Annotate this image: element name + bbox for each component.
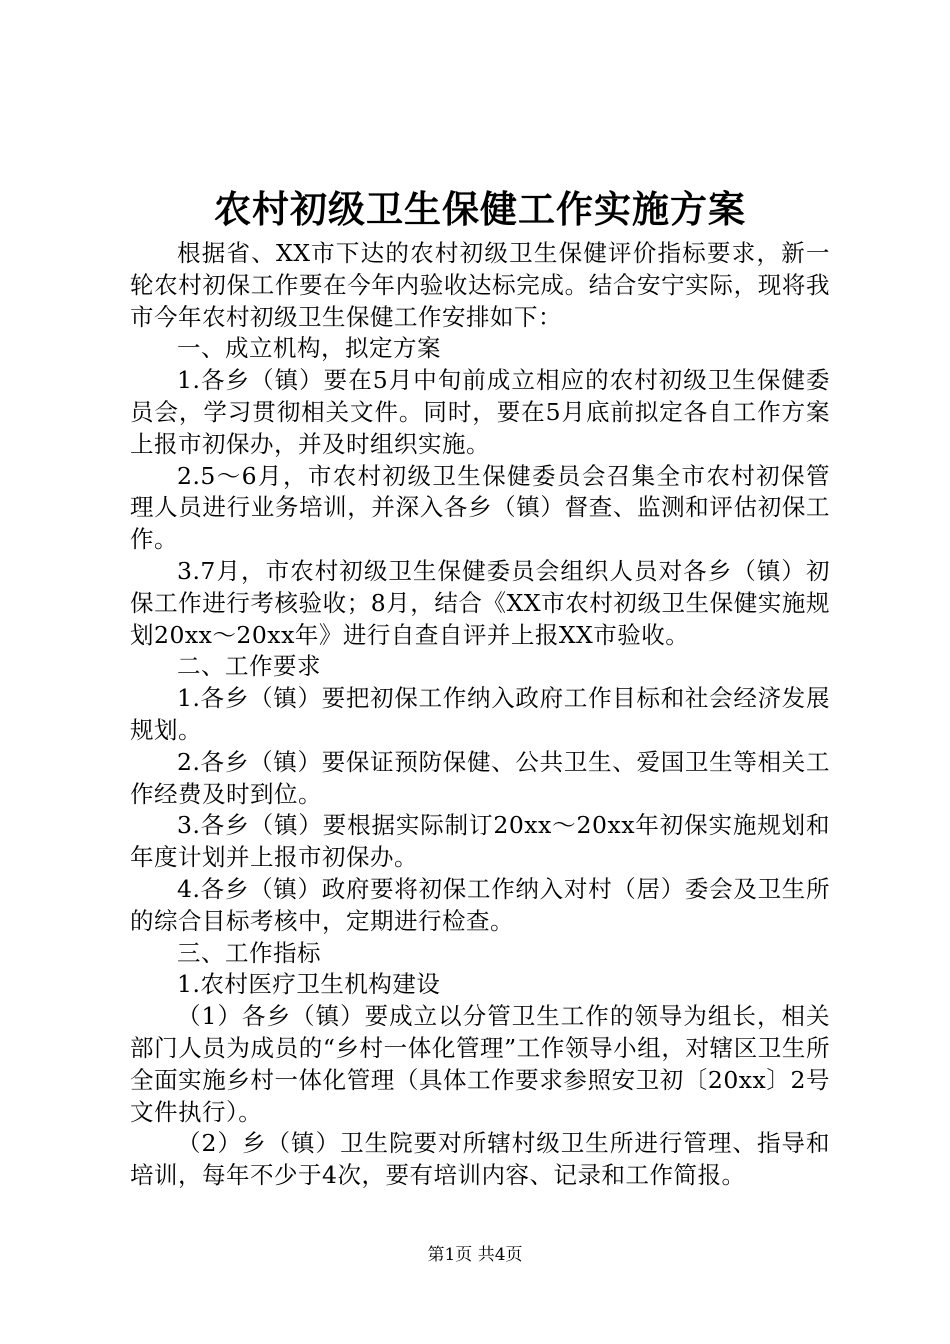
section-1-item-1: 1.各乡（镇）要在5月中旬前成立相应的农村初级卫生保健委员会，学习贯彻相关文件。同时，要在5月底前拟定各自工作方案上报市初保办，并及时组织实施。 — [130, 366, 830, 458]
section-2-item-2: 2.各乡（镇）要保证预防保健、公共卫生、爱国卫生等相关工作经费及时到位。 — [130, 747, 830, 808]
document-title: 农村初级卫生保健工作实施方案 — [214, 187, 746, 231]
section-3-item-2: （2）乡（镇）卫生院要对所辖村级卫生所进行管理、指导和培训，每年不少于4次，要有培训内容、记录和工作简报。 — [130, 1129, 830, 1190]
section-2-item-3: 3.各乡（镇）要根据实际制订20xx～20xx年初保实施规划和年度计划并上报市初保办。 — [130, 811, 830, 872]
section-heading-1: 一、成立机构，拟定方案 — [177, 334, 441, 363]
section-2-item-4: 4.各乡（镇）政府要将初保工作纳入对村（居）委会及卫生所的综合目标考核中，定期进行检查。 — [130, 874, 830, 935]
document-page — [130, 180, 830, 1192]
section-3-item-1: （1）各乡（镇）要成立以分管卫生工作的领导为组长，相关部门人员为成员的“乡村一体化管理”工作领导小组，对辖区卫生所全面实施乡村一体化管理（具体工作要求参照安卫初〔20xx〕2号文件执行）。 — [130, 1002, 830, 1126]
section-2-item-1: 1.各乡（镇）要把初保工作纳入政府工作目标和社会经济发展规划。 — [130, 684, 830, 744]
section-3-subheading-1: 1.农村医疗卫生机构建设 — [177, 970, 441, 999]
section-heading-2: 二、工作要求 — [177, 652, 321, 681]
document-body — [130, 238, 830, 1192]
section-heading-3: 三、工作指标 — [177, 938, 321, 967]
page-footer: 第1页 共4页 — [427, 1245, 523, 1265]
section-1-item-3: 3.7月，市农村初级卫生保健委员会组织人员对各乡（镇）初保工作进行考核验收；8月，结合《XX市农村初级卫生保健实施规划20xx～20xx年》进行自查自评并上报XX市验收。 — [130, 556, 830, 649]
section-1-item-2: 2.5～6月，市农村初级卫生保健委员会召集全市农村初保管理人员进行业务培训，并深入各乡（镇）督查、监测和评估初保工作。 — [130, 461, 830, 554]
intro-paragraph: 根据省、XX市下达的农村初级卫生保健评价指标要求，新一轮农村初保工作要在今年内验收达标完成。结合安宁实际，现将我市今年农村初级卫生保健工作安排如下： — [130, 239, 830, 331]
